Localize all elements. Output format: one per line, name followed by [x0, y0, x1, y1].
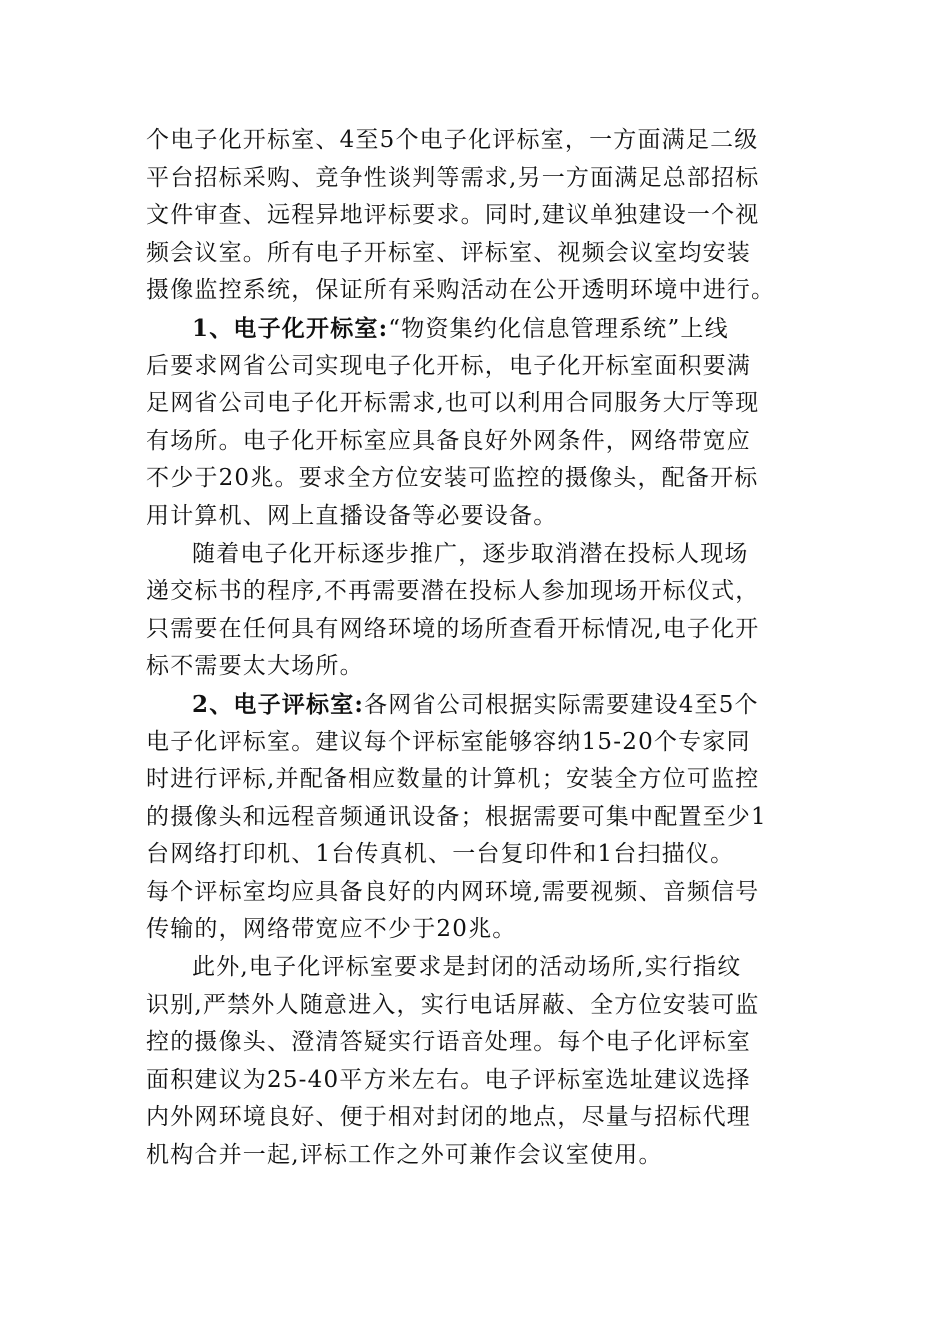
text-line: 随着电子化开标逐步推广，逐步取消潜在投标人现场 — [192, 540, 749, 567]
text-line: 的摄像头和远程音频通讯设备；根据需要可集中配置至少1 — [146, 803, 767, 830]
text-line: 摄像监控系统，保证所有采购活动在公开透明环境中进行。 — [146, 277, 776, 304]
text-line: 机构合并一起,评标工作之外可兼作会议室使用。 — [146, 1142, 663, 1169]
text-line: 内外网环境良好、便于相对封闭的地点，尽量与招标代理 — [146, 1104, 751, 1131]
text-line: 电子化评标室。建议每个评标室能够容纳15-20个专家同 — [146, 728, 751, 755]
text-line — [146, 686, 808, 724]
text-line: 时进行评标,并配备相应数量的计算机；安装全方位可监控 — [146, 766, 760, 793]
paragraph-bid-opening-room — [146, 310, 808, 536]
text-line: 用计算机、网上直播设备等必要设备。 — [146, 502, 558, 529]
text-line: 有场所。电子化开标室应具备良好外网条件，网络带宽应 — [146, 427, 751, 454]
paragraph-bid-evaluation-room — [146, 686, 808, 949]
text-line — [146, 310, 808, 348]
text-line: 递交标书的程序,不再需要潜在投标人参加现场开标仪式， — [146, 578, 760, 605]
text-line: 台网络打印机、1台传真机、一台复印件和1台扫描仪。 — [146, 841, 735, 868]
text-line: 此外,电子化评标室要求是封闭的活动场所,实行指纹 — [192, 954, 742, 981]
paragraph-bid-opening-trend — [146, 536, 808, 686]
text-line: 面积建议为25-40平方米左右。电子评标室选址建议选择 — [146, 1066, 751, 1093]
paragraph-evaluation-room-requirements — [146, 949, 808, 1175]
text-line: 控的摄像头、澄清答疑实行语音处理。每个电子化评标室 — [146, 1029, 751, 1056]
text-line: 识别,严禁外人随意进入，实行电话屏蔽、全方位安装可监 — [146, 991, 760, 1018]
text-line: 标不需要太大场所。 — [146, 653, 364, 680]
paragraph-intro — [146, 122, 808, 310]
text-line: 足网省公司电子化开标需求,也可以利用合同服务大厅等现 — [146, 390, 760, 417]
text-span: “物资集约化信息管理系统”上线 — [388, 315, 729, 342]
text-line: 个电子化开标室、4至5个电子化评标室，一方面满足二级 — [146, 127, 759, 153]
section-heading-bid-opening-room: 1、电子化开标室: — [192, 314, 389, 342]
text-line: 文件审查、远程异地评标要求。同时,建议单独建设一个视 — [146, 202, 760, 229]
section-heading-bid-evaluation-room: 2、电子评标室: — [192, 690, 365, 718]
text-line: 不少于20兆。要求全方位安装可监控的摄像头，配备开标 — [146, 465, 759, 492]
text-line: 后要求网省公司实现电子化开标，电子化开标室面积要满 — [146, 352, 751, 379]
document-page — [146, 122, 808, 1175]
text-span: 各网省公司根据实际需要建设4至5个 — [364, 691, 759, 718]
text-line: 只需要在任何具有网络环境的场所查看开标情况,电子化开 — [146, 615, 760, 642]
text-line: 每个评标室均应具备良好的内网环境,需要视频、音频信号 — [146, 878, 760, 905]
text-line: 传输的，网络带宽应不少于20兆。 — [146, 916, 517, 943]
text-line: 频会议室。所有电子开标室、评标室、视频会议室均安装 — [146, 239, 751, 266]
text-line: 平台招标采购、竞争性谈判等需求,另一方面满足总部招标 — [146, 164, 760, 191]
